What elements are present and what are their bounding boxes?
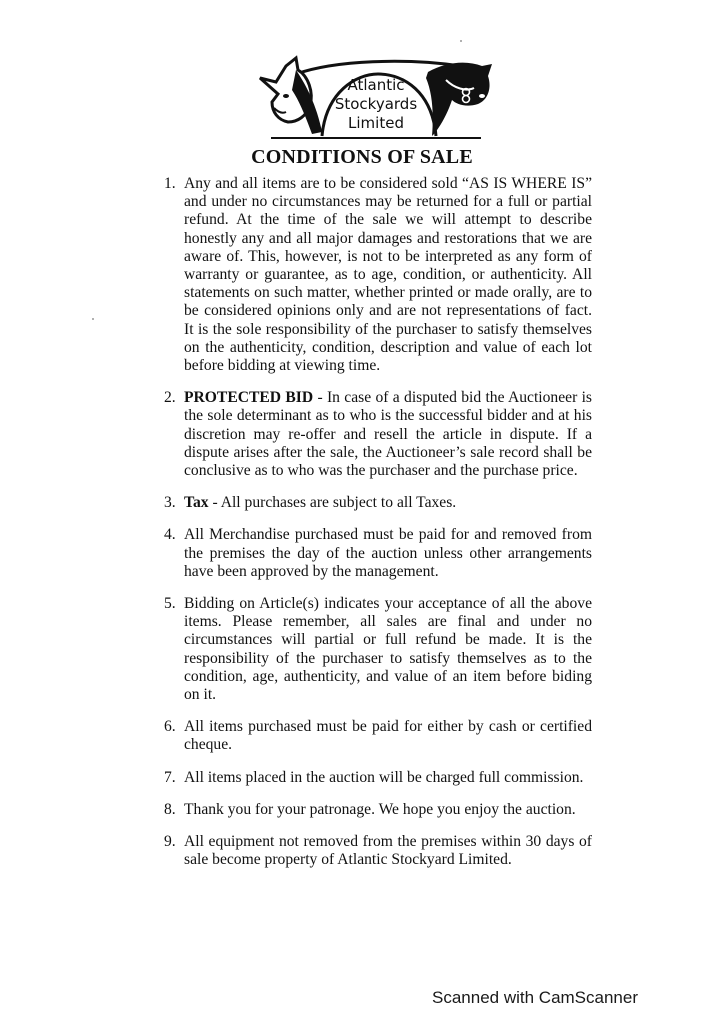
page-title: CONDITIONS OF SALE: [251, 146, 473, 168]
condition-text: All Merchandise purchased must be paid for and removed from the premises the day of the auction unless other arrangements have been approved by the management.: [184, 526, 592, 580]
condition-text: All equipment not removed from the premises within 30 days of sale become property of Atlantic Stockyard Limited.: [184, 833, 592, 869]
condition-item: [160, 175, 592, 375]
condition-number: 9.: [164, 833, 176, 851]
logo-wordmark: [256, 76, 496, 133]
logo-line-1: Atlantic: [347, 76, 405, 94]
condition-text: - All purchases are subject to all Taxes.: [208, 494, 457, 512]
condition-heading: Tax: [184, 494, 209, 512]
condition-number: 4.: [164, 526, 176, 544]
condition-number: 1.: [164, 175, 176, 192]
condition-number: 8.: [164, 800, 176, 818]
condition-item: [160, 494, 592, 512]
condition-item: [160, 769, 592, 787]
scan-speck: [92, 318, 94, 320]
condition-number: 2.: [164, 389, 176, 407]
conditions-list: [160, 175, 592, 884]
condition-number: 6.: [164, 718, 176, 736]
condition-item: [160, 595, 592, 704]
condition-text: Any and all items are to be considered sold “AS IS WHERE IS” and under no circumstances may be returned for a full or partial refund. At the time of the sale we will attempt to describe honestly any and all major damages and restorations that we are aware of. This, however, is not to be interpreted as any form of warranty or guarantee, as to age, condition, or authenticity. All statements on such matter, whether printed or made orally, are to be considered opinions only and are not representations of fact. It is the sole responsibility of the purchaser to satisfy themselves on the authenticity, condition, description and value of each lot before bidding at viewing time.: [184, 175, 592, 375]
condition-text: Bidding on Article(s) indicates your acceptance of all the above items. Please remember, all sales are final and under no circumstances will partial or full refund be made. It is the responsibility of the purchaser to satisfy themselves as to the condition, age, authenticity, and value of an item before biding on it.: [184, 595, 592, 704]
condition-item: [160, 526, 592, 581]
condition-text: Thank you for your patronage. We hope you enjoy the auction.: [184, 800, 576, 818]
condition-text: All items purchased must be paid for either by cash or certified cheque.: [184, 718, 592, 754]
condition-number: 5.: [164, 595, 176, 613]
condition-number: 3.: [164, 494, 176, 512]
logo-divider: [271, 137, 481, 139]
condition-item: [160, 718, 592, 754]
logo-line-2: Stockyards: [334, 95, 418, 113]
condition-item: [160, 801, 592, 819]
condition-text: All items placed in the auction will be charged full commission.: [184, 768, 584, 786]
condition-heading: PROTECTED BID: [184, 389, 314, 407]
scan-speck: [460, 40, 462, 42]
condition-item: [160, 833, 592, 869]
logo-line-3: Limited: [348, 114, 404, 132]
condition-number: 7.: [164, 768, 176, 786]
condition-item: [160, 389, 592, 480]
company-logo: [256, 52, 496, 142]
condition-text: - In case of a disputed bid the Auctioneer is the sole determinant as to who is the successful bidder and at his discretion may re-offer and resell the article in dispute. If a dispute arises after the sale, the Auctioneer’s sale record shall be conclusive as to who was the purchaser and the purchase price.: [184, 389, 592, 480]
scanner-watermark: Scanned with CamScanner: [432, 988, 639, 1007]
